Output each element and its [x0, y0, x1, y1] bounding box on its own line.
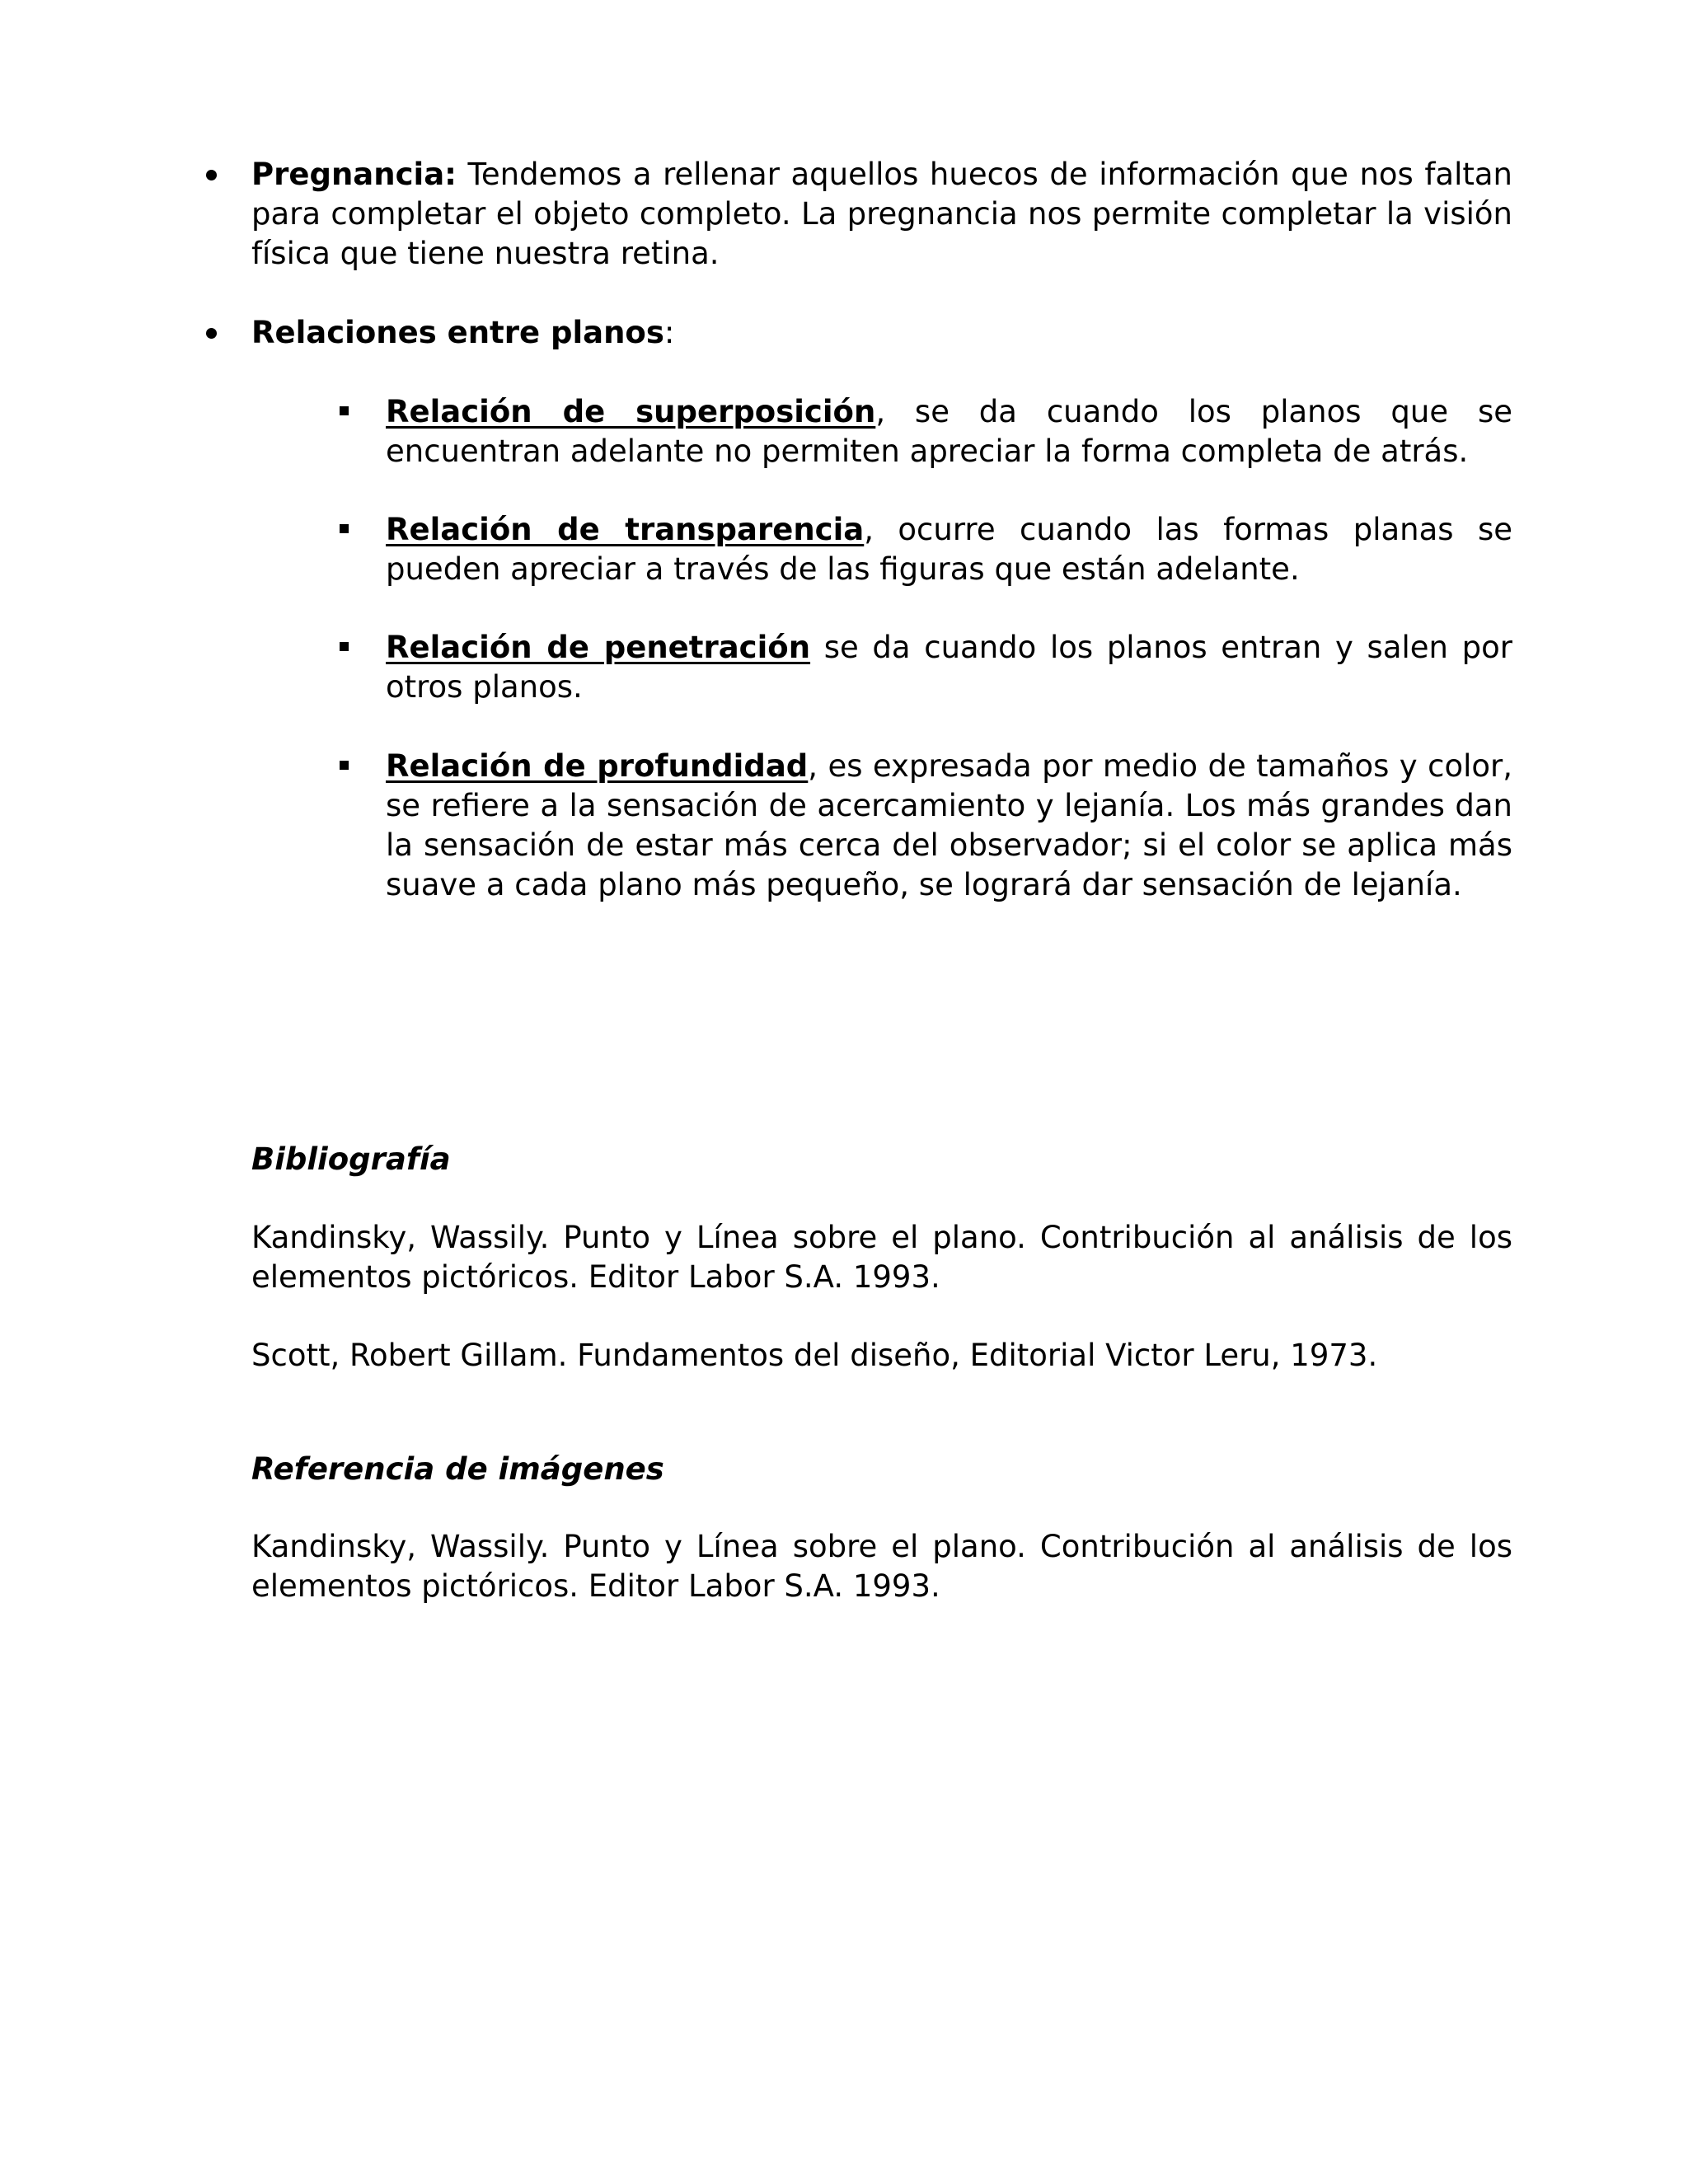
- sub-bullet-title: Relación de penetración: [386, 630, 811, 665]
- bullet-square-icon: [340, 642, 349, 651]
- bibliography-entry: Scott, Robert Gillam. Fundamentos del diseño, Editorial Victor Leru, 1973.: [251, 1338, 1378, 1373]
- bullet-dot-icon: [206, 328, 217, 339]
- bibliography-entry: Kandinsky, Wassily. Punto y Línea sobre el plano. Contribución al análisis de los elementos pictóricos. Editor Labor S.A. 1993.: [251, 1220, 1512, 1295]
- sub-bullet-text: se da cuando los planos entran y salen por otros planos.: [386, 630, 1513, 705]
- sub-bullet-transparencia: [386, 510, 1512, 589]
- bibliography-heading: Bibliografía: [251, 1141, 451, 1177]
- bullet-square-icon: [340, 524, 349, 533]
- sub-bullet-profundidad: [386, 747, 1512, 905]
- image-reference-entry: Kandinsky, Wassily. Punto y Línea sobre el plano. Contribución al análisis de los elementos pictóricos. Editor Labor S.A. 1993.: [251, 1529, 1512, 1604]
- sub-bullet-text: , ocurre cuando las formas planas se pueden apreciar a través de las figuras que están adelante.: [386, 512, 1513, 587]
- bullet-item-relaciones: [251, 313, 1512, 353]
- sub-bullet-text: , se da cuando los planos que se encuentran adelante no permiten apreciar la forma completa de atrás.: [386, 394, 1512, 469]
- bullet-item-pregnancia: [251, 155, 1512, 274]
- bullet-square-icon: [340, 761, 349, 770]
- bullet-title: Relaciones entre planos: [251, 315, 664, 350]
- sub-bullet-title: Relación de superposición: [386, 394, 876, 429]
- bullet-title: Pregnancia:: [251, 157, 457, 192]
- bullet-text: :: [663, 315, 675, 350]
- sub-bullet-title: Relación de transparencia: [386, 512, 865, 547]
- sub-bullet-title: Relación de profundidad: [386, 748, 809, 784]
- sub-bullet-penetracion: [386, 628, 1512, 707]
- sub-bullet-text: , es expresada por medio de tamaños y color, se refiere a la sensación de acercamiento y lejanía. Los más grandes dan la sensación de estar más cerca del observador; si el color se aplica más suave a cada plano más pequeño, se logrará dar sensación de lejanía.: [386, 748, 1512, 902]
- bullet-square-icon: [340, 406, 349, 415]
- bullet-dot-icon: [206, 170, 217, 180]
- image-references-heading: Referencia de imágenes: [251, 1451, 664, 1487]
- sub-bullet-superposicion: [386, 392, 1512, 471]
- bullet-text: Tendemos a rellenar aquellos huecos de información que nos faltan para completar el objeto completo. La pregnancia nos permite completar la visión física que tiene nuestra retina.: [251, 157, 1512, 271]
